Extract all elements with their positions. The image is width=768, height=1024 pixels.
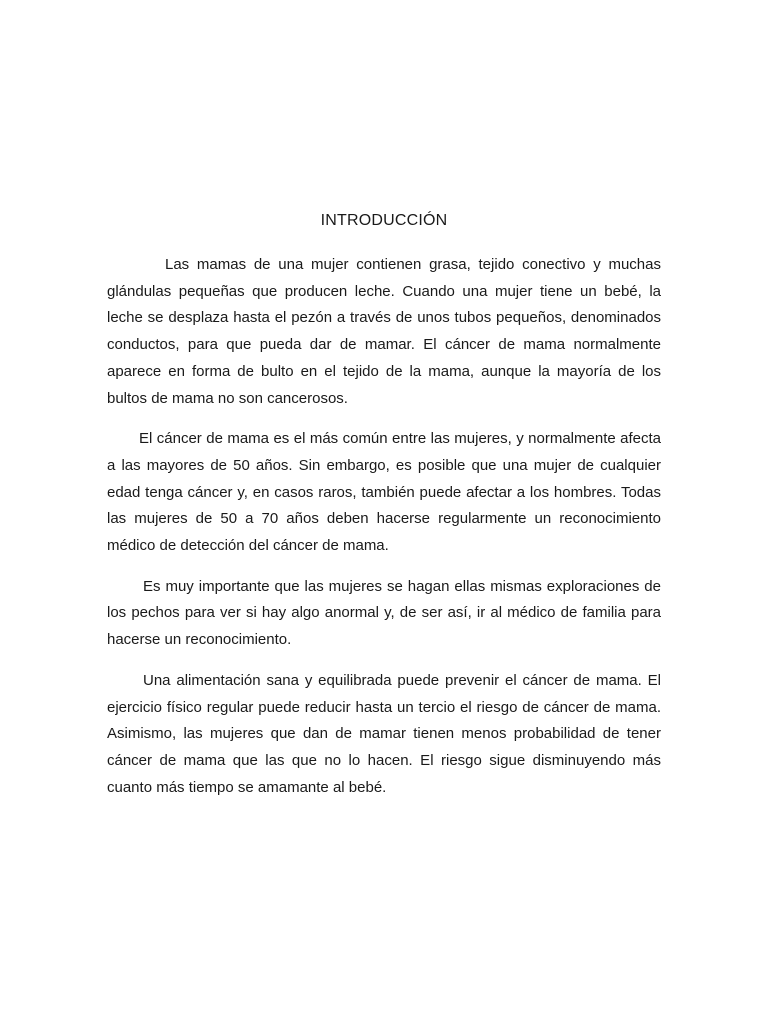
paragraph-3: Es muy importante que las mujeres se hagan ellas mismas exploraciones de los pechos para ver si hay algo anormal y, de ser así, ir al médico de familia para hacerse un reconocimiento. (107, 577, 661, 649)
document-title: INTRODUCCIÓN (320, 212, 448, 229)
paragraph-4: Una alimentación sana y equilibrada puede prevenir el cáncer de mama. El ejercicio físico regular puede reducir hasta un tercio el riesgo de cáncer de mama. Asimismo, las mujeres que dan de mamar tienen menos probabilidad de tener cáncer de mama que las que no lo hacen. El riesgo sigue disminuyendo más cuanto más tiempo se amamante al bebé. (107, 671, 661, 796)
paragraph-1: Las mamas de una mujer contienen grasa, tejido conectivo y muchas glándulas pequeñas que producen leche. Cuando una mujer tiene un bebé, la leche se desplaza hasta el pezón a través de unos tubos pequeños, denominados conductos, para que pueda dar de mamar. El cáncer de mama normalmente aparece en forma de bulto en el tejido de la mama, aunque la mayoría de los bultos de mama no son cancerosos. (107, 256, 661, 407)
document-body (107, 208, 661, 815)
paragraph-2: El cáncer de mama es el más común entre las mujeres, y normalmente afecta a las mayores de 50 años. Sin embargo, es posible que una mujer de cualquier edad tenga cáncer y, en casos raros, también puede afectar a los hombres. Todas las mujeres de 50 a 70 años deben hacerse regularmente un reconocimiento médico de detección del cáncer de mama. (107, 430, 661, 555)
